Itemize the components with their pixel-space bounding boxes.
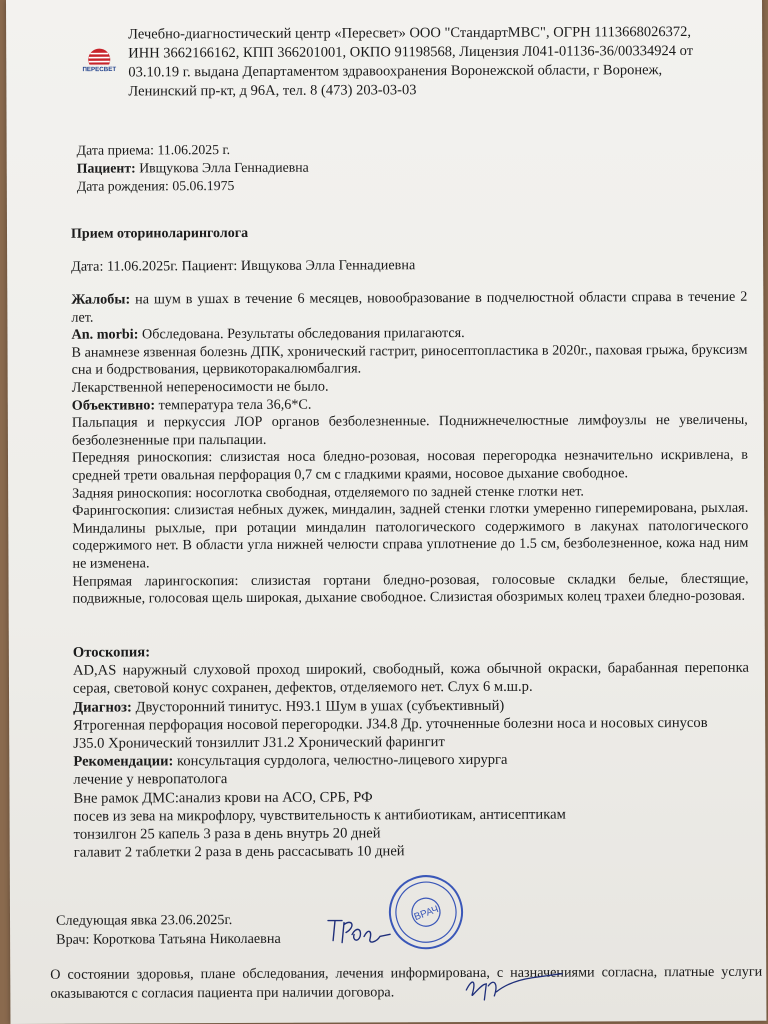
header-line: Ленинский пр-кт, д 96А, тел. 8 (473) 203-03-03 [128, 82, 417, 100]
laryngoscopy: Непрямая ларингоскопия: слизистая гортани бледно-розовая, голосовые складки белые, блестящие, подвижные, голосовая щель широкая, дыхание свободное. Слизистая обозримых колец трахеи бледно-розовая. [72, 570, 749, 607]
otoscopy-text: AD,AS наружный слуховой проход широкий, свободный, кожа обычной окраски, барабанная перепонка серая, световой конус сохранен, дефектов, отделяемого нет. Слух 6 м.ш.р. [72, 659, 749, 698]
exam-body [71, 289, 748, 609]
birth-line [77, 175, 753, 196]
exam-date-line: Дата: 11.06.2025г. Пациент: Ивщукова Элла Геннадиевна [71, 257, 416, 275]
recommendation-item: тонзилгон 25 капель 3 раза в день внутрь 20 дней [73, 825, 381, 843]
diagnosis-line: Двусторонний тинитус. H93.1 Шум в ушах (субъективный) [135, 697, 505, 716]
complaints [71, 289, 747, 327]
pharyngoscopy: Фарингоскопия: слизистая небных дужек, миндалин, задней стенки глотки умеренно гиперемирована, рыхлая. Миндалины рыхлые, при ротации миндалин патологического содержимого в лакунах патологического содержимого нет. В области угла нижней челюсти справа уплотнение до 1.5 см, безболезненное, кожа над ним не изменена. [72, 499, 749, 572]
complaints-label: Жалобы: [71, 291, 131, 308]
header-line: ИНН 3662166162, КПП 366201001, ОКПО 91198568, Лицензия Л041-01136-36/00334924 от [128, 43, 694, 62]
diagnosis-line: Ятрогенная перфорация носовой перегородки. J34.8 Др. уточненные болезни носа и носовых синусов [73, 714, 708, 734]
conclusion-section [73, 641, 750, 862]
patient-name: Ивщукова Элла Геннадиевна [139, 159, 309, 176]
next-visit: Следующая явка 23.06.2025г. [55, 912, 233, 929]
recommendation-item: консультация сурдолога, челюстно-лицевого хирурга [176, 752, 508, 770]
patient-signature [458, 970, 568, 1006]
anmorbi-text: Обследована. Результаты обследования прилагаются. [141, 325, 465, 343]
posterior-rhinoscopy: Задняя риноскопия: носоглотка свободная, отделяемого по задней стенке глотки нет. [72, 483, 584, 502]
anamnesis: В анамнезе язвенная болезнь ДПК, хронический гастрит, риносептопластика в 2020г., паховая грыжа, бруксизм сна и бодрствования, цервикоторакалюмбалгия. [71, 341, 748, 379]
doctor-stamp [386, 872, 466, 952]
clinic-header [128, 23, 728, 102]
objective-text: температура тела 36,6*С. [158, 396, 312, 413]
header-line: 03.10.19 г. выдана Департаментом здравоохранения Воронежской области, г Воронеж, [128, 62, 663, 81]
recommendation-item: Вне рамок ДМС:анализ крови на АСО, СРБ, РФ [73, 789, 373, 807]
recommendation-item: посев из зева на микрофлору, чувствительность к антибиотикам, антисептикам [73, 806, 566, 825]
complaints-text: на шум в ушах в течение 6 месяцев, новообразование в подчелюстной области справа в течение 2 лет. [71, 288, 748, 326]
visit-info [77, 139, 753, 196]
doctor-signature [322, 908, 394, 948]
intolerance: Лекарственной непереносимости не было. [71, 378, 329, 396]
visit-date-value: 11.06.2025 г. [157, 142, 231, 158]
consent-text: О состоянии здоровья, плане обследования, лечения информирована, с назначениями согласна, платные услуги оказываются с согласия пациента при наличии договора. [50, 963, 763, 1002]
anterior-rhinoscopy: Передняя риноскопия: слизистая носа бледно-розовая, носовая перегородка незначительно искривлена, в средней трети овальная перфорация 0,7 см с гладкими краями, носовое дыхание свободное. [71, 447, 749, 484]
recommendation-item: лечение у невропатолога [73, 771, 228, 789]
svg-text:ПЕРЕСВЕТ: ПЕРЕСВЕТ [82, 66, 117, 74]
document-page [6, 0, 766, 1024]
recommendations-label: Рекомендации: [73, 753, 174, 770]
birth-label: Дата рождения: [76, 178, 169, 194]
recommendation-item: галавит 2 таблетки 2 раза в день рассасывать 10 дней [73, 843, 405, 861]
birth-date: 05.06.1975 [172, 178, 235, 194]
clinic-logo [76, 43, 122, 77]
doctor-name: Врач: Короткова Татьяна Николаевна [56, 930, 281, 948]
otoscopy-label: Отоскопия: [72, 644, 151, 661]
diagnosis-label: Диагноз: [73, 699, 132, 716]
header-line: Лечебно-диагностический центр «Пересвет» ООО "СтандартМВС", ОГРН 1113668026372, [128, 24, 692, 43]
patient-label: Пациент: [76, 160, 136, 176]
palpation: Пальпация и перкуссия ЛОР органов безболезненные. Поднижнечелюстные лимфоузлы не увеличены, безболезненные при пальпации. [71, 411, 748, 449]
diagnosis-line: J35.0 Хронический тонзиллит J31.2 Хронический фарингит [73, 734, 445, 752]
objective-label: Объективно: [71, 396, 156, 414]
exam-title: Прием оториноларинголога [70, 225, 249, 242]
visit-date-label: Дата приема: [76, 142, 155, 158]
svg-text:ВРАЧ: ВРАЧ [412, 904, 441, 924]
anmorbi-label: An. morbi: [71, 326, 139, 343]
